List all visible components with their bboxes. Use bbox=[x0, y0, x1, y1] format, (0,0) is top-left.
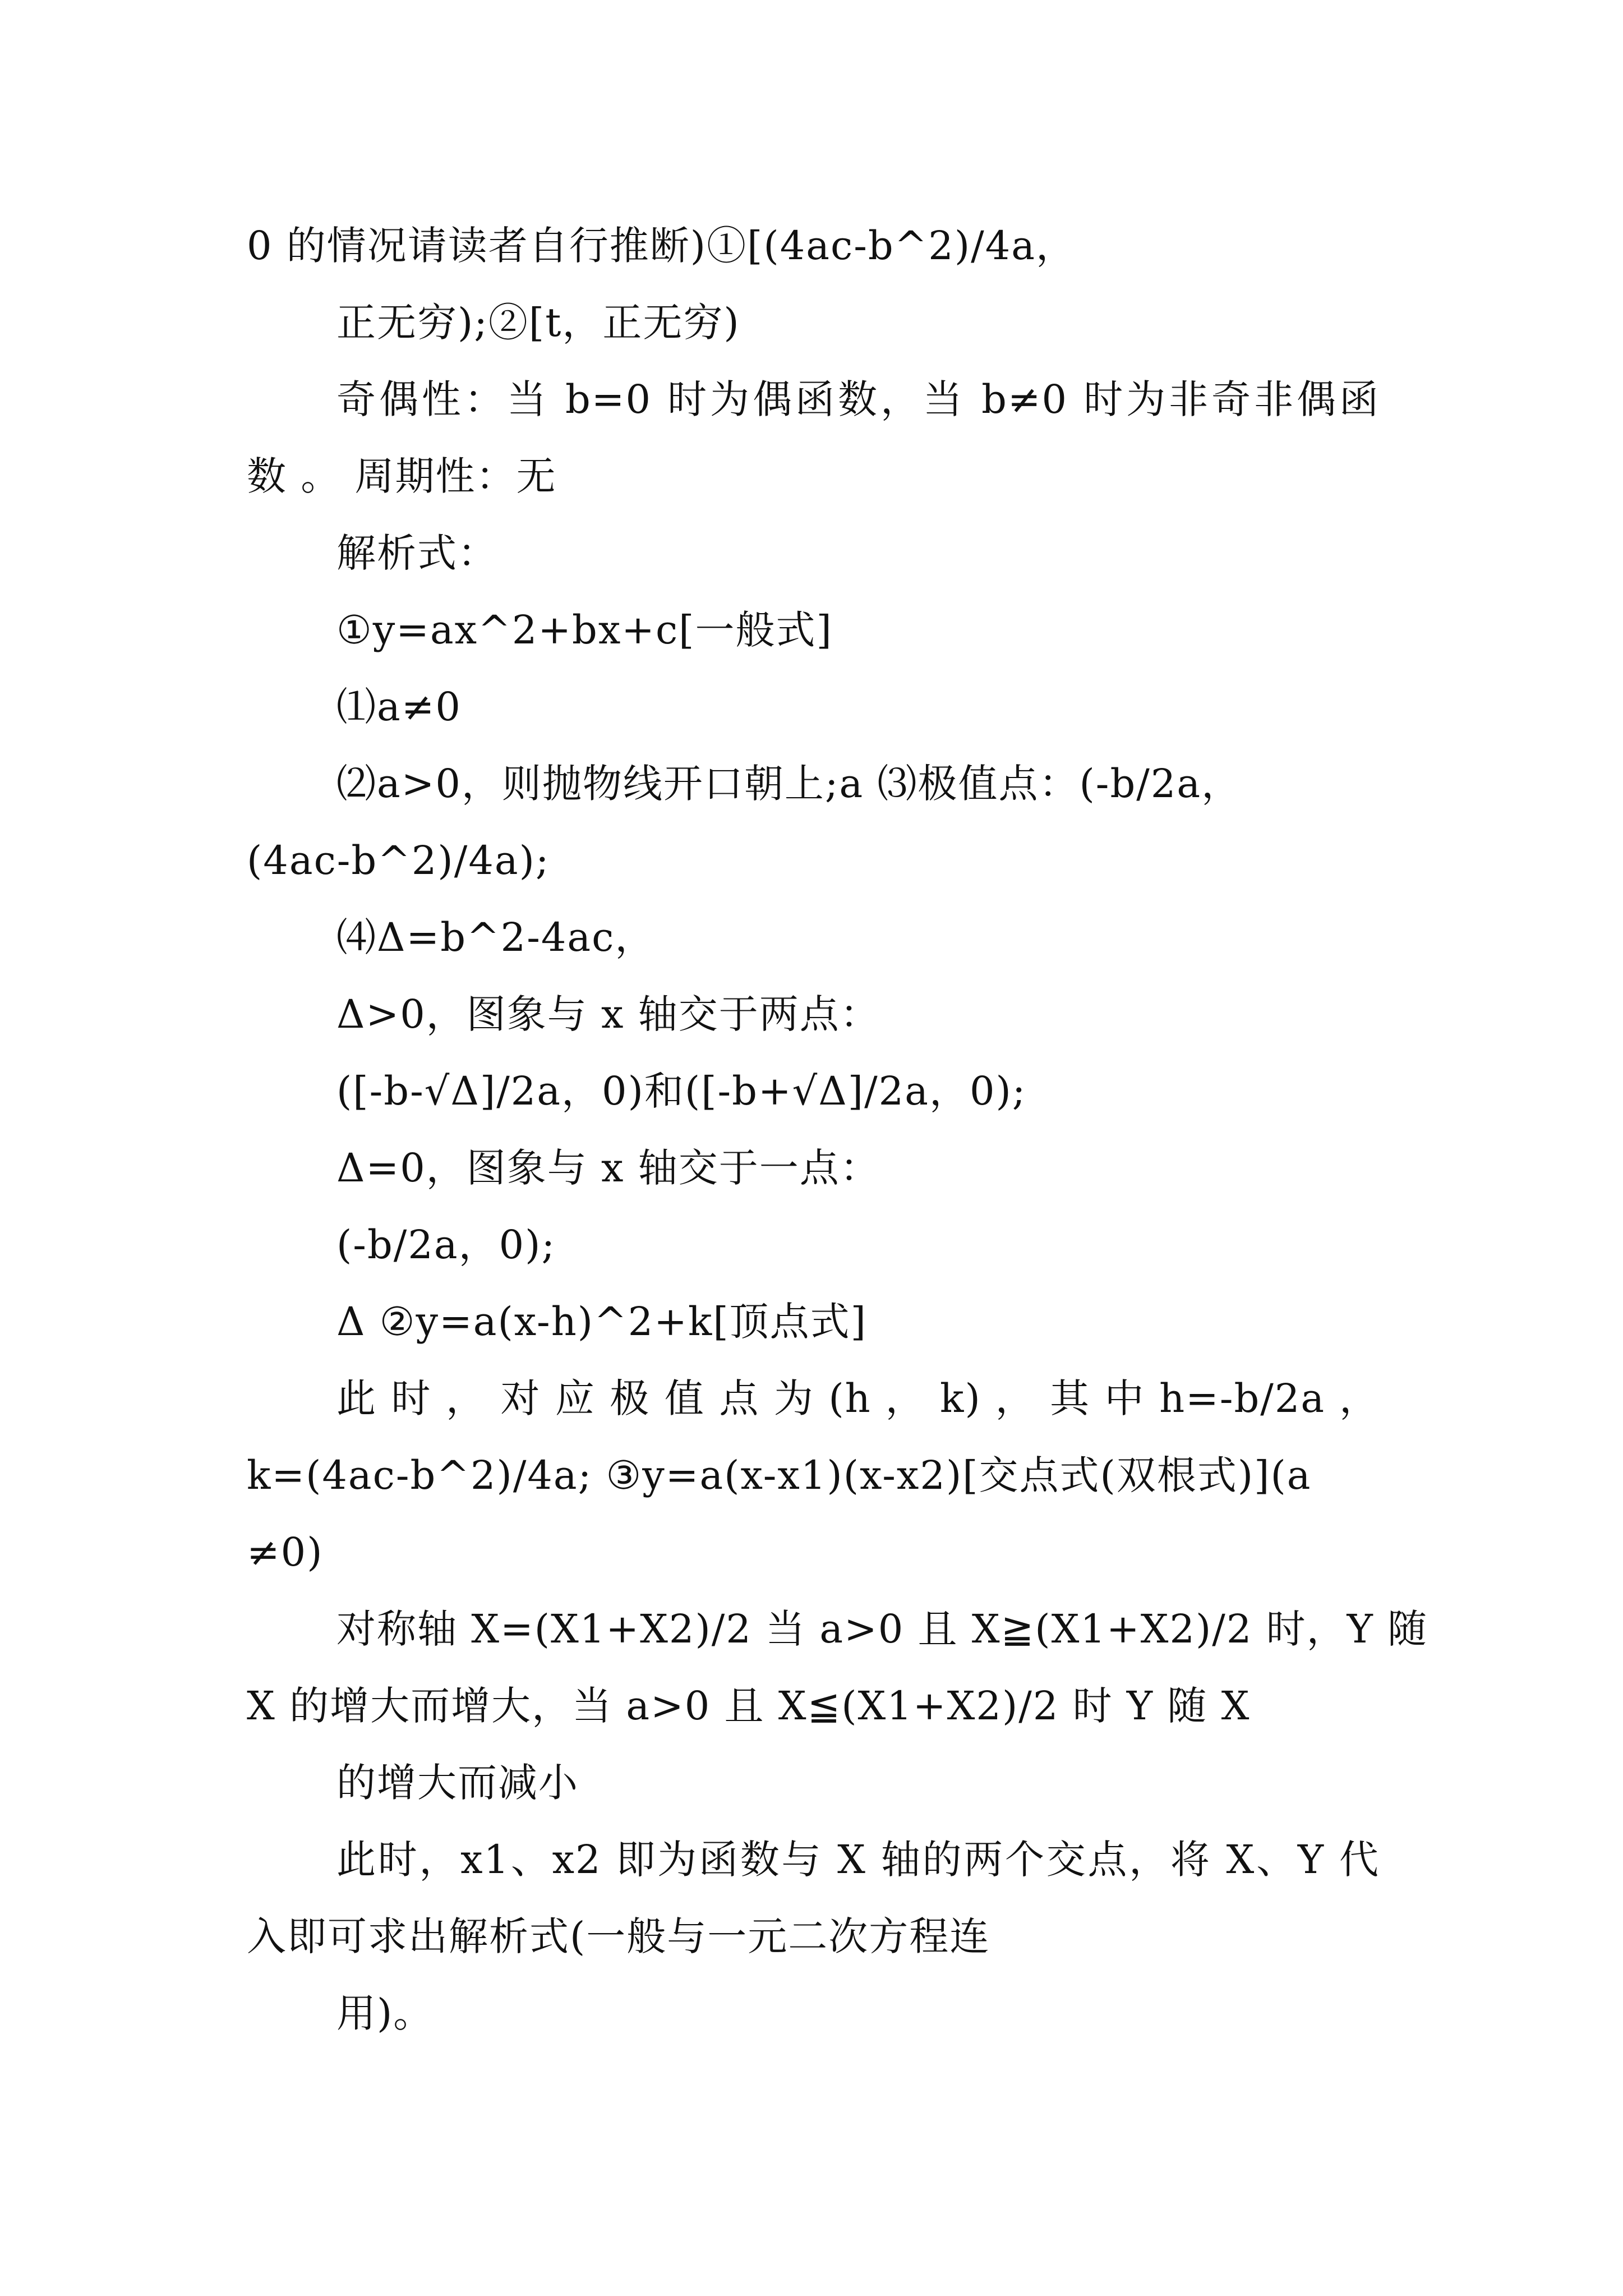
text-line: 此时，x1、x2 即为函数与 X 轴的两个交点，将 X、Y 代 bbox=[336, 1837, 1380, 1883]
text-line: 正无穷);②[t，正无穷) bbox=[336, 300, 740, 346]
text-line: 0 的情况请读者自行推断)①[(4ac-b^2)/4a， bbox=[247, 223, 1077, 269]
text-line: ⑴a≠0 bbox=[336, 684, 462, 730]
text-line: 奇偶性：当 b=0 时为偶函数，当 b≠0 时为非奇非偶函 bbox=[336, 376, 1380, 422]
text-line: ⑷Δ=b^2-4ac， bbox=[336, 914, 656, 960]
text-line: 的增大而减小 bbox=[336, 1760, 579, 1806]
text-line: 数 。 周期性：无 bbox=[247, 453, 557, 499]
text-line: 解析式： bbox=[336, 530, 498, 576]
text-line: ([-b-√Δ]/2a，0)和([-b+√Δ]/2a，0); bbox=[336, 1068, 1027, 1114]
text-line: 此 时 ， 对 应 极 值 点 为 (h ， k) ， 其 中 h=-b/2a ， bbox=[336, 1375, 1380, 1421]
text-line: Δ=0，图象与 x 轴交于一点： bbox=[336, 1145, 880, 1191]
text-line: k=(4ac-b^2)/4a; ③y=a(x-x1)(x-x2)[交点式(双根式)](a bbox=[247, 1452, 1312, 1498]
text-line: 入即可求出解析式(一般与一元二次方程连 bbox=[247, 1913, 990, 1959]
text-line: ①y=ax^2+bx+c[一般式] bbox=[336, 607, 833, 653]
text-line: Δ>0，图象与 x 轴交于两点： bbox=[336, 991, 880, 1037]
text-line: 用)。 bbox=[336, 1990, 434, 2036]
text-line: 对称轴 X=(X1+X2)/2 当 a>0 且 X≧(X1+X2)/2 时，Y 随 bbox=[336, 1606, 1428, 1652]
text-line: ≠0) bbox=[247, 1529, 324, 1575]
text-line: ⑵a>0，则抛物线开口朝上;a ⑶极值点：(-b/2a， bbox=[336, 761, 1242, 807]
text-line: Δ ②y=a(x-h)^2+k[顶点式] bbox=[336, 1299, 867, 1345]
text-line: (4ac-b^2)/4a); bbox=[247, 838, 550, 884]
text-line: X 的增大而增大，当 a>0 且 X≦(X1+X2)/2 时 Y 随 X bbox=[247, 1683, 1251, 1729]
text-line: (-b/2a，0); bbox=[336, 1222, 556, 1268]
